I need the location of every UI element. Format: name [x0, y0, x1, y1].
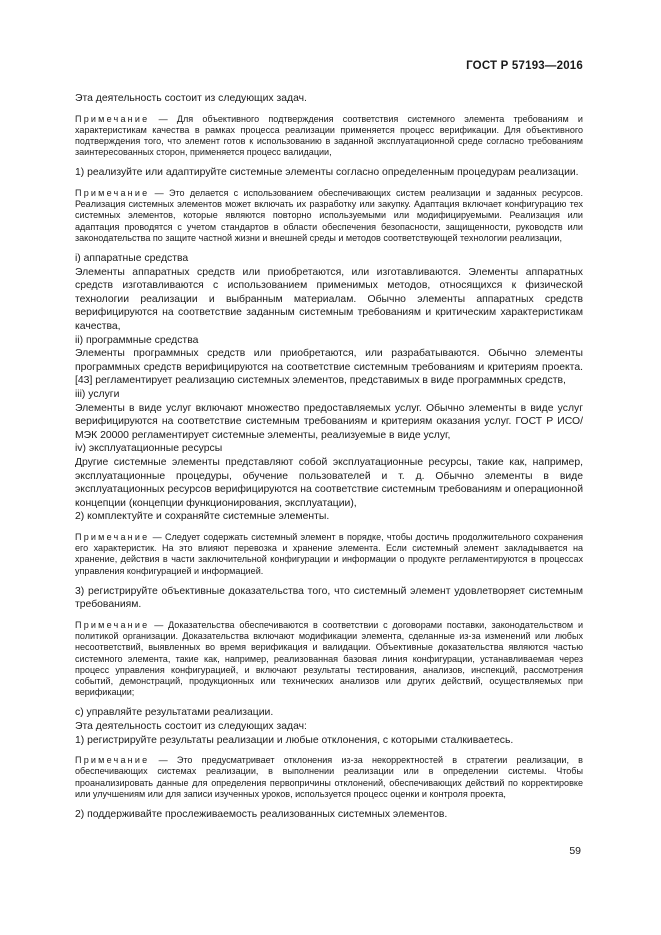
list-heading: iii) услуги [75, 388, 120, 400]
page-number: 59 [569, 845, 581, 857]
note-paragraph [75, 620, 583, 698]
note-label: Примечание [75, 188, 150, 198]
paragraph: Другие системные элементы представляют собой эксплуатационные ресурсы, такие как, например, эксплуатационные процедуры, обучение пользователей и т. д. Обычно элементы в виде эксплуатационных ресурсов верифицируются на соответствие системным требованиям и операционной концепции (концепции функционирования, эксплуатации), [75, 456, 583, 509]
paragraph: 3) регистрируйте объективные доказательства того, что системный элемент удовлетворяет системным требованиям. [75, 585, 583, 611]
standard-designation: ГОСТ Р 57193—2016 [466, 60, 583, 72]
paragraph: 1) реализуйте или адаптируйте системные элементы согласно определенным процедурам реализации. [75, 167, 579, 179]
note-label: Примечание [75, 619, 150, 630]
note-paragraph [75, 532, 583, 577]
note-paragraph [75, 755, 583, 800]
paragraph: 2) комплектуйте и сохраняйте системные элементы. [75, 511, 330, 523]
paragraph: Эта деятельность состоит из следующих задач. [75, 93, 307, 104]
paragraph: Элементы программных средств или приобретаются, или разрабатываются. Обычно элементы программных средств верифицируются на соответствие системным требованиям и критериям проекта. [43] регламентирует реализацию системных элементов, представимых в виде программных средств, [75, 348, 583, 387]
paragraph: Элементы аппаратных средств или приобретаются, или изготавливаются. Элементы аппаратных средств изготавливаются с использованием применимых методов, относящихся к физической технологии реализации и выбранным материалам. Обычно элементы аппаратных средств верифицируются на соответствие заданным системным требованиям и критическим характеристикам качества, [75, 266, 583, 332]
note-paragraph [75, 114, 583, 159]
note-label: Примечание [75, 113, 150, 124]
note-text: — Это предусматривает отклонения из-за некорректностей в стратегии реализации, в обеспечивающих системах реализации, в выполнении реализации или в определении системы. Чтобы проанализировать данные для определения первопричины отклонений, обеспечивающих действий по корректировке или улучшениям или для записи изученных уроков, используется процесс оценки и контроля проекта, [75, 755, 583, 799]
paragraph: Элементы в виде услуг включают множество предоставляемых услуг. Обычно элементы в виде услуг верифицируются на соответствие системным требованиям и критериям оказания услуг. ГОСТ Р ИСО/МЭК 20000 регламентирует системные элементы, реализуемые в виде услуг, [75, 402, 583, 441]
paragraph: 1) регистрируйте результаты реализации и любые отклонения, с которыми сталкиваетесь. [75, 734, 514, 746]
note-text: — Следует содержать системный элемент в порядке, чтобы достичь продолжительного сохранения его характеристик. На это влияют перевозка и хранение элемента. Если системный элемент закладывается на хранение, действия в части заключительной конфигурации и информации о продукте регламентируются в процессах управления конфигурацией и информацией. [75, 531, 583, 576]
list-heading: i) аппаратные средства [75, 253, 189, 265]
note-text: — Это делается с использованием обеспечивающих систем реализации и заданных ресурсов. Реализация системных элементов может включать их разработку или закупку. Адаптация включает конфигурацию тех системных элементов, которые являются повторно используемыми или модифицируемыми. Реализация или адаптация проводятся с учетом стандартов в области обеспечения безопасности, защищенности, руководств или законодательства по защите частной жизни и внешней среды и методов соответствующей технологии реализации, [75, 188, 583, 243]
note-paragraph [75, 188, 583, 244]
note-text: — Для объективного подтверждения соответствия системного элемента требованиям и характеристикам качества в рамках процесса реализации применяется процесс верификации. Для объективного подтверждения того, что элемент готов к использованию в заданной эксплуатационной среде согласно требованиям заинтересованных сторон, применяется процесс валидации, [75, 113, 583, 158]
note-label: Примечание [75, 531, 150, 542]
list-heading: ii) программные средства [75, 334, 199, 346]
list-heading: c) управляйте результатами реализации. [75, 707, 274, 719]
note-label: Примечание [75, 755, 150, 766]
paragraph: 2) поддерживайте прослеживаемость реализованных системных элементов. [75, 808, 448, 820]
page-content [75, 92, 583, 822]
paragraph: Эта деятельность состоит из следующих задач: [75, 720, 307, 732]
note-text: — Доказательства обеспечиваются в соответствии с договорами поставки, законодательством и политикой организации. Доказательства включают модификации элемента, сделанные из-за изменений или любых несоответствий, выявленных во время верификация и валидации. Объективные доказательства являются частью системного элемента, такие как, например, реализованная базовая линия конфигурации, устанавливаемая через процесс управления конфигурацией, и включают результаты тестирования, анализов, инспекций, рассмотрения событий, демонстраций, продукционных или технических анализов или других действий, осуществляемых при верификации; [75, 619, 583, 698]
list-heading: iv) эксплуатационные ресурсы [75, 443, 223, 455]
